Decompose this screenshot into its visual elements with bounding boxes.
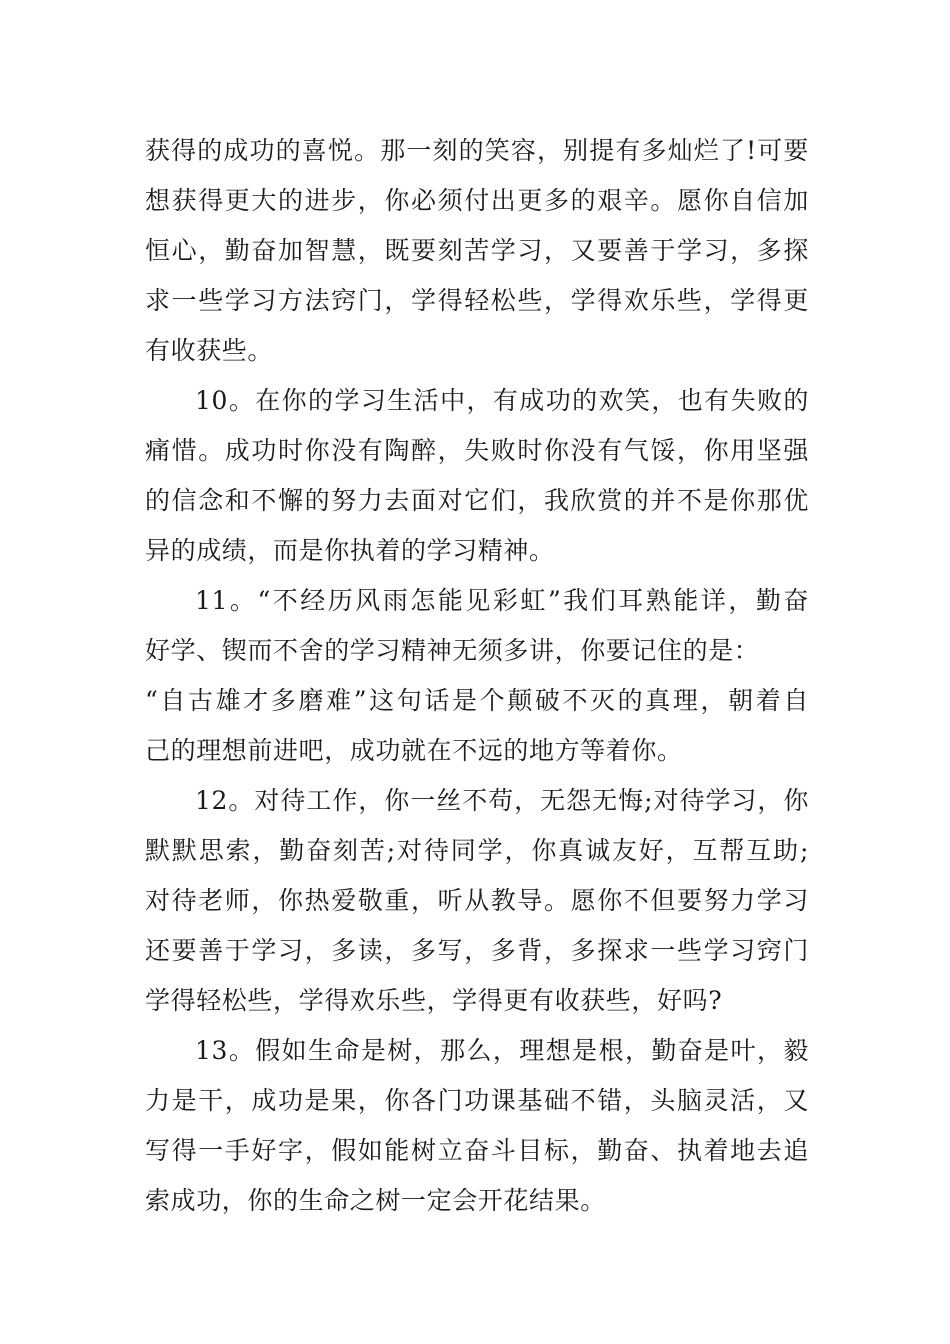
text-line: 13。假如生命是树，那么，理想是根，勤奋是叶，毅 xyxy=(195,1036,809,1065)
text-line: 想获得更大的进步，你必须付出更多的艰辛。愿你自信加 xyxy=(145,186,809,215)
text-line: 学得轻松些，学得欢乐些，学得更有收获些，好吗? xyxy=(145,986,723,1015)
text-line: 求一些学习方法窍门，学得轻松些，学得欢乐些，学得更 xyxy=(145,286,809,315)
text-line: 11。“不经历风雨怎能见彩虹”我们耳熟能详，勤奋 xyxy=(195,586,809,615)
text-line: 默默思索，勤奋刻苦;对待同学，你真诚友好，互帮互助; xyxy=(145,836,809,865)
text-line: 12。对待工作，你一丝不苟，无怨无悔;对待学习，你 xyxy=(195,786,809,815)
text-line: 索成功，你的生命之树一定会开花结果。 xyxy=(145,1186,606,1215)
text-line: 获得的成功的喜悦。那一刻的笑容，别提有多灿烂了!可要 xyxy=(145,136,809,165)
text-line: 写得一手好字，假如能树立奋斗目标，勤奋、执着地去追 xyxy=(145,1136,809,1165)
text-line: 对待老师，你热爱敬重，听从教导。愿你不但要努力学习 xyxy=(145,886,809,915)
text-line: 10。在你的学习生活中，有成功的欢笑，也有失败的 xyxy=(195,386,809,415)
text-line: “自古雄才多磨难”这句话是个颠破不灭的真理，朝着自 xyxy=(145,686,809,715)
paragraph-12 xyxy=(145,776,809,1026)
text-line: 的信念和不懈的努力去面对它们，我欣赏的并不是你那优 xyxy=(145,486,809,515)
text-line: 恒心，勤奋加智慧，既要刻苦学习，又要善于学习，多探 xyxy=(145,236,809,265)
text-line: 痛惜。成功时你没有陶醉，失败时你没有气馁，你用坚强 xyxy=(145,436,809,465)
paragraph-13 xyxy=(145,1026,809,1226)
text-line: 好学、锲而不舍的学习精神无须多讲，你要记住的是： xyxy=(145,636,760,665)
text-line: 己的理想前进吧，成功就在不远的地方等着你。 xyxy=(145,736,683,765)
paragraph-10 xyxy=(145,376,809,576)
text-line: 有收获些。 xyxy=(145,336,274,365)
paragraph-continuation xyxy=(145,126,809,376)
text-line: 力是干，成功是果，你各门功课基础不错，头脑灵活，又 xyxy=(145,1086,809,1115)
document-body xyxy=(145,126,809,1226)
text-line: 异的成绩，而是你执着的学习精神。 xyxy=(145,536,555,565)
text-line: 还要善于学习，多读，多写，多背，多探求一些学习窍门 xyxy=(145,936,809,965)
paragraph-11 xyxy=(145,576,809,776)
